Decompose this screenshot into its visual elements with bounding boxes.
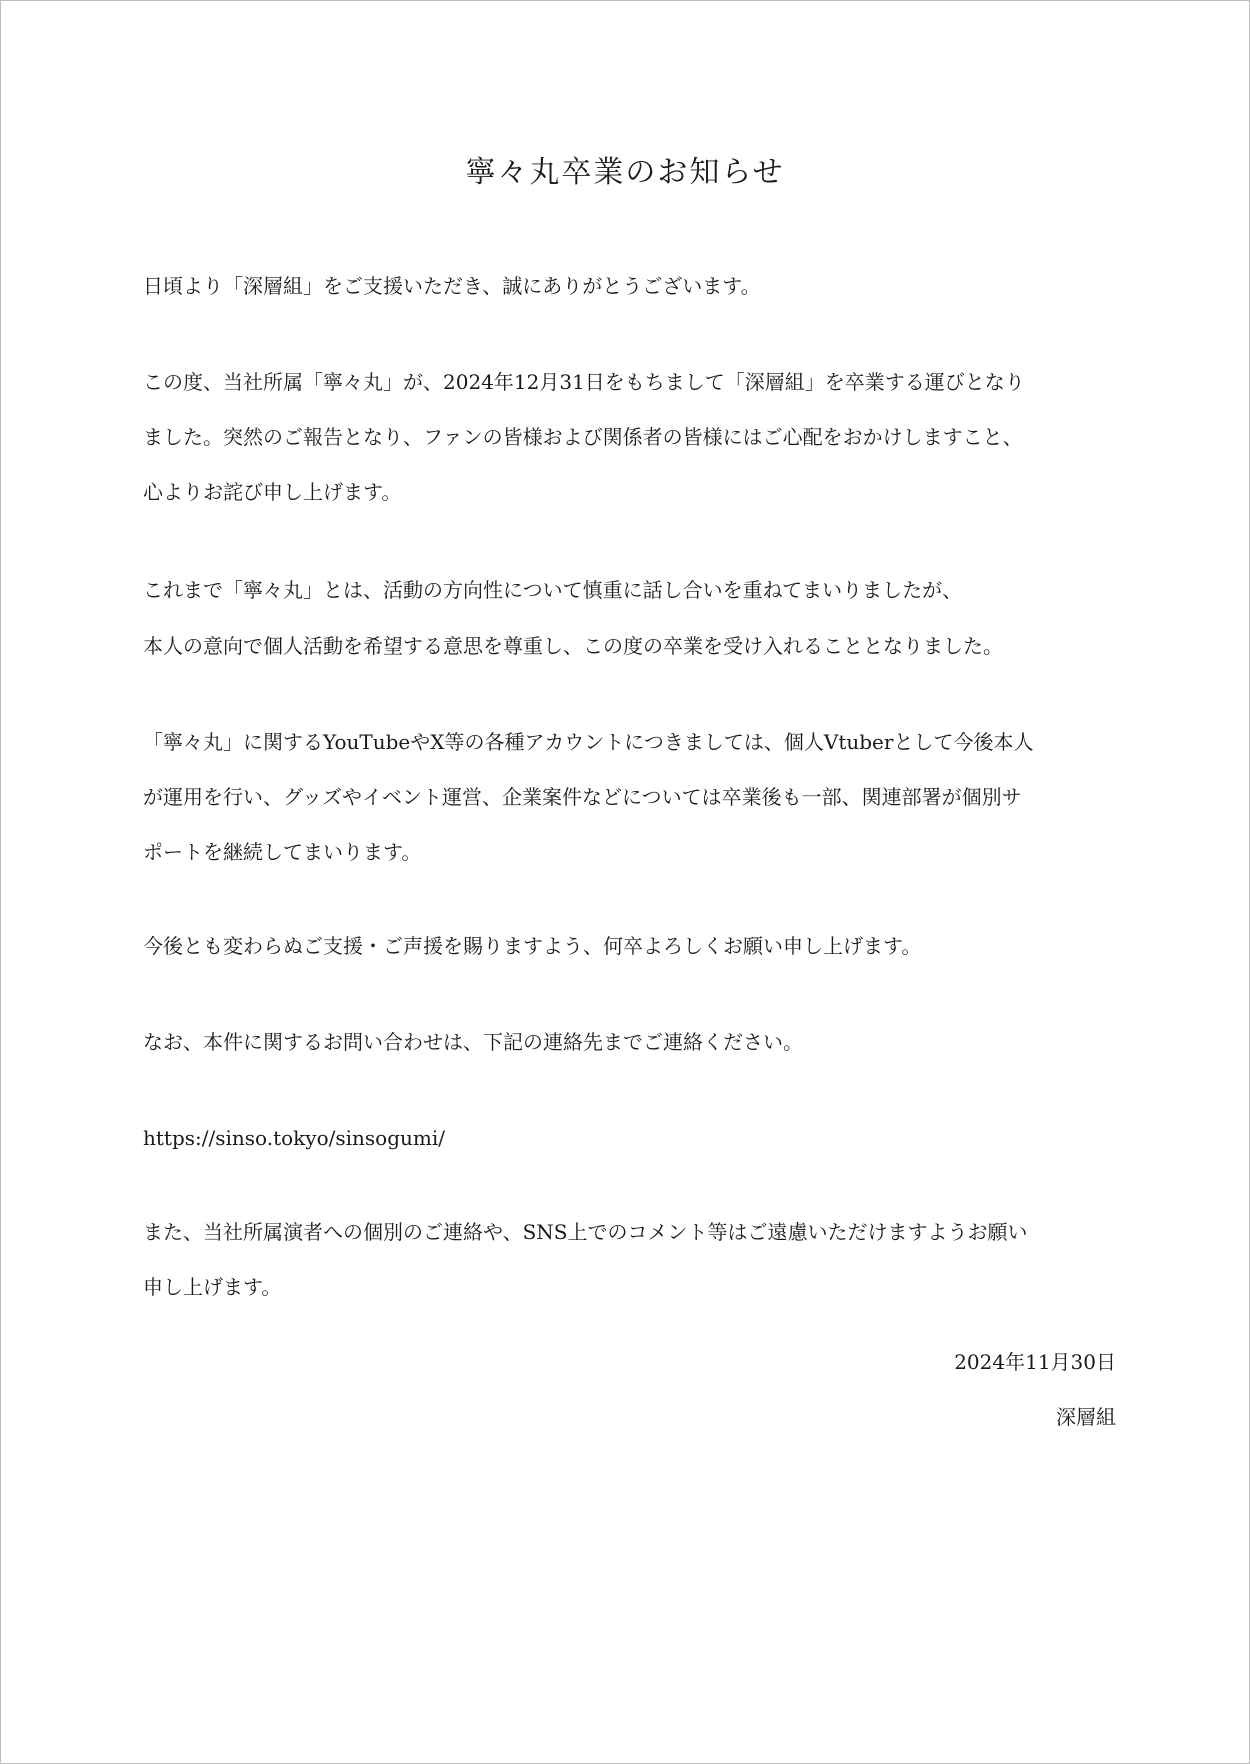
paragraph-greeting <box>143 271 761 301</box>
paragraph-line: が運用を行い、グッズやイベント運営、企業案件などについては卒業後も一部、関連部署が個別サ <box>143 785 1022 809</box>
paragraph-line: 申し上げます。 <box>143 1275 282 1299</box>
organization-name: 深層組 <box>1056 1405 1116 1429</box>
paragraph-sns-request <box>143 1217 1028 1302</box>
paragraph-line: なお、本件に関するお問い合わせは、下記の連絡先までご連絡ください。 <box>143 1030 803 1054</box>
paragraph-line: 本人の意向で個人活動を希望する意思を尊重し、この度の卒業を受け入れることとなりました。 <box>143 634 1003 658</box>
paragraph-line: この度、当社所属「寧々丸」が、2024年12月31日をもちまして「深層組」を卒業する運びとなり <box>143 370 1025 394</box>
document-title: 寧々丸卒業のお知らせ <box>465 155 785 190</box>
paragraph-line: これまで「寧々丸」とは、活動の方向性について慎重に話し合いを重ねてまいりましたが、 <box>143 578 963 602</box>
paragraph-support-request <box>143 931 921 961</box>
paragraph-line: 心よりお詫び申し上げます。 <box>143 480 402 504</box>
paragraph-line: 日頃より「深層組」をご支援いただき、誠にありがとうございます。 <box>143 274 761 298</box>
paragraph-line: ました。突然のご報告となり、ファンの皆様および関係者の皆様にはご心配をおかけしますこと、 <box>143 425 1023 449</box>
paragraph-background <box>143 575 1003 661</box>
paragraph-accounts <box>143 727 1033 867</box>
paragraph-url <box>143 1123 445 1153</box>
document-date: 2024年11月30日 <box>954 1350 1116 1374</box>
signature-block <box>954 1347 1116 1432</box>
paragraph-line: ポートを継続してまいります。 <box>143 840 422 864</box>
paragraph-contact <box>143 1027 803 1057</box>
paragraph-line: 今後とも変わらぬご支援・ご声援を賜りますよう、何卒よろしくお願い申し上げます。 <box>143 934 922 958</box>
paragraph-announcement <box>143 367 1025 507</box>
paragraph-line: また、当社所属演者への個別のご連絡や、SNS上でのコメント等はご遠慮いただけますようお願い <box>143 1220 1028 1244</box>
contact-url: https://sinso.tokyo/sinsogumi/ <box>143 1126 445 1150</box>
paragraph-line: 「寧々丸」に関するYouTubeやX等の各種アカウントにつきましては、個人Vtuberとして今後本人 <box>143 730 1034 754</box>
